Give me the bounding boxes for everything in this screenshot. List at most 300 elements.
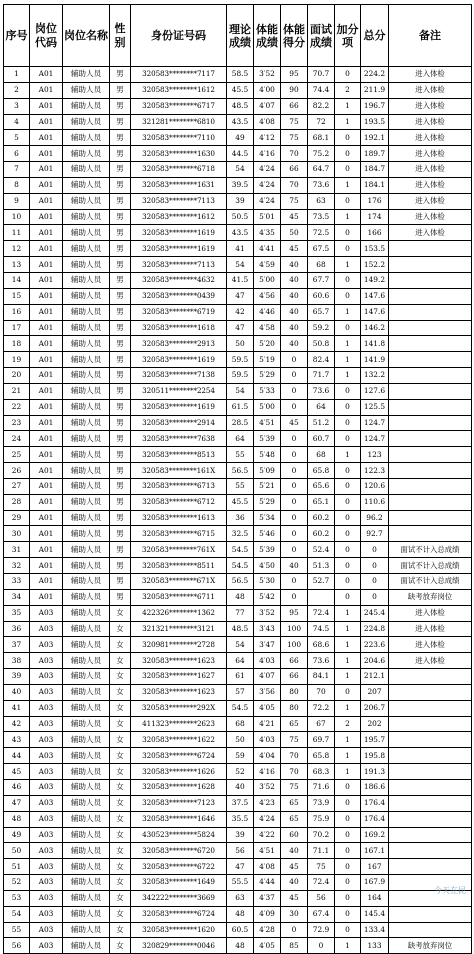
cell-remark: 进入体检 [389,98,472,114]
col-header-total: 总分 [361,5,389,67]
cell-seq: 46 [4,779,30,795]
cell-post-name: 辅助人员 [63,336,110,352]
cell-interview-score: 56 [308,890,335,906]
cell-gender: 男 [110,352,131,368]
cell-interview-score: 68.3 [308,764,335,780]
table-row [4,225,472,241]
col-header-remark: 备注 [389,5,472,67]
cell-theory-score: 39.5 [227,177,254,193]
cell-fitness-points: 40 [281,558,308,574]
cell-fitness-points: 95 [281,605,308,621]
cell-bonus: 0 [335,193,361,209]
table-row [4,684,472,700]
cell-remark [389,827,472,843]
cell-theory-score: 57 [227,684,254,700]
cell-bonus: 0 [335,162,361,178]
cell-remark [389,684,472,700]
cell-id-number: 320583********1628 [131,779,227,795]
cell-interview-score: 84.1 [308,669,335,685]
cell-theory-score: 54 [227,637,254,653]
cell-id-number: 320583********1619 [131,241,227,257]
cell-fitness-points: 60 [281,827,308,843]
cell-bonus: 0 [335,478,361,494]
cell-gender: 女 [110,811,131,827]
cell-fitness-result: 4′24 [254,162,281,178]
cell-post-code: A01 [30,352,63,368]
cell-total: 212.1 [361,669,389,685]
cell-remark: 进入体检 [389,225,472,241]
cell-seq: 40 [4,684,30,700]
cell-fitness-points: 40 [281,288,308,304]
cell-remark: 进入体检 [389,637,472,653]
cell-fitness-points: 0 [281,526,308,542]
cell-theory-score: 60.5 [227,922,254,938]
cell-interview-score: 72.4 [308,605,335,621]
cell-bonus: 1 [335,748,361,764]
cell-fitness-result: 4′23 [254,795,281,811]
cell-theory-score: 39 [227,193,254,209]
table-row [4,463,472,479]
cell-gender: 男 [110,431,131,447]
cell-fitness-points: 70 [281,748,308,764]
cell-gender: 女 [110,764,131,780]
cell-theory-score: 28.5 [227,415,254,431]
cell-fitness-result: 4′16 [254,146,281,162]
cell-seq: 5 [4,130,30,146]
cell-theory-score: 41 [227,241,254,257]
cell-post-name: 辅助人员 [63,130,110,146]
cell-post-name: 辅助人员 [63,716,110,732]
cell-total: 164 [361,890,389,906]
cell-bonus: 0 [335,906,361,922]
cell-id-number: 320583********6713 [131,478,227,494]
cell-gender: 女 [110,906,131,922]
cell-bonus: 1 [335,177,361,193]
table-row [4,906,472,922]
cell-bonus: 0 [335,431,361,447]
cell-post-code: A01 [30,336,63,352]
cell-total: 152.2 [361,257,389,273]
cell-post-code: A01 [30,162,63,178]
cell-interview-score: 74.5 [308,621,335,637]
cell-id-number: 320583********1623 [131,653,227,669]
cell-fitness-result: 4′22 [254,827,281,843]
table-body [4,67,472,954]
cell-theory-score: 43.5 [227,114,254,130]
cell-id-number: 320583********671X [131,574,227,590]
cell-id-number: 320583********6715 [131,526,227,542]
cell-seq: 2 [4,82,30,98]
table-row [4,938,472,954]
cell-id-number: 320583********1619 [131,225,227,241]
cell-gender: 女 [110,653,131,669]
cell-fitness-points: 100 [281,637,308,653]
cell-total: 124.7 [361,431,389,447]
cell-gender: 女 [110,700,131,716]
cell-bonus: 1 [335,114,361,130]
col-header-fitness-points: 体能得分 [281,5,308,67]
cell-post-name: 辅助人员 [63,764,110,780]
cell-fitness-points: 0 [281,542,308,558]
cell-gender: 男 [110,177,131,193]
cell-remark: 缺考放弃岗位 [389,938,472,954]
cell-bonus: 0 [335,811,361,827]
cell-fitness-result: 4′59 [254,257,281,273]
cell-interview-score: 71.7 [308,368,335,384]
cell-fitness-result: 5′21 [254,478,281,494]
cell-total: 124.7 [361,415,389,431]
cell-theory-score: 39 [227,827,254,843]
cell-id-number: 320583********1619 [131,352,227,368]
cell-bonus: 0 [335,574,361,590]
cell-id-number: 320583********6711 [131,589,227,605]
cell-fitness-result: 3′43 [254,621,281,637]
cell-post-name: 辅助人员 [63,320,110,336]
cell-post-name: 辅助人员 [63,431,110,447]
cell-theory-score: 41.5 [227,272,254,288]
cell-total: 123 [361,447,389,463]
cell-bonus: 0 [335,383,361,399]
cell-total: 141.9 [361,352,389,368]
cell-remark: 进入体检 [389,209,472,225]
cell-fitness-result: 5′00 [254,399,281,415]
cell-total: 133.4 [361,922,389,938]
cell-bonus: 0 [335,843,361,859]
cell-seq: 53 [4,890,30,906]
cell-seq: 43 [4,732,30,748]
cell-total: 0 [361,542,389,558]
cell-id-number: 320583********6717 [131,98,227,114]
cell-fitness-points: 70 [281,764,308,780]
cell-post-name: 辅助人员 [63,447,110,463]
cell-interview-score: 67 [308,716,335,732]
cell-fitness-points: 40 [281,272,308,288]
table-row [4,859,472,875]
cell-bonus: 1 [335,637,361,653]
cell-remark [389,288,472,304]
cell-remark [389,811,472,827]
cell-fitness-points: 30 [281,906,308,922]
cell-post-code: A03 [30,700,63,716]
cell-fitness-points: 75 [281,779,308,795]
table-row [4,82,472,98]
cell-interview-score: 63 [308,193,335,209]
cell-bonus: 1 [335,447,361,463]
cell-fitness-points: 0 [281,368,308,384]
cell-post-code: A03 [30,938,63,954]
cell-seq: 24 [4,431,30,447]
cell-interview-score: 60.2 [308,510,335,526]
cell-seq: 26 [4,463,30,479]
cell-total: 146.2 [361,320,389,336]
cell-post-name: 辅助人员 [63,589,110,605]
cell-post-code: A01 [30,589,63,605]
cell-id-number: 320583********1630 [131,146,227,162]
cell-seq: 1 [4,67,30,83]
cell-remark: 面试不计入总成绩 [389,574,472,590]
cell-post-name: 辅助人员 [63,684,110,700]
col-header-seq: 序号 [4,5,30,67]
cell-seq: 54 [4,906,30,922]
cell-post-code: A03 [30,859,63,875]
table-row [4,431,472,447]
cell-total: 147.6 [361,288,389,304]
cell-post-name: 辅助人员 [63,922,110,938]
cell-id-number: 320583********1631 [131,177,227,193]
cell-total: 141.8 [361,336,389,352]
cell-theory-score: 52 [227,764,254,780]
cell-fitness-points: 0 [281,494,308,510]
cell-seq: 48 [4,811,30,827]
cell-id-number: 320583********4632 [131,272,227,288]
cell-fitness-result: 5′09 [254,463,281,479]
cell-theory-score: 64 [227,431,254,447]
cell-post-name: 辅助人员 [63,257,110,273]
cell-fitness-points: 40 [281,320,308,336]
table-row [4,447,472,463]
cell-fitness-points: 40 [281,304,308,320]
cell-post-code: A01 [30,431,63,447]
cell-remark [389,859,472,875]
cell-bonus: 1 [335,653,361,669]
cell-fitness-result: 3′52 [254,605,281,621]
cell-theory-score: 45.5 [227,494,254,510]
cell-post-code: A01 [30,510,63,526]
cell-post-name: 辅助人员 [63,241,110,257]
cell-bonus: 0 [335,526,361,542]
cell-id-number: 320583********1623 [131,684,227,700]
cell-fitness-result: 5′29 [254,368,281,384]
cell-interview-score [308,589,335,605]
cell-seq: 18 [4,336,30,352]
cell-theory-score: 59.5 [227,352,254,368]
cell-remark: 进入体检 [389,177,472,193]
cell-interview-score: 60.7 [308,431,335,447]
cell-post-code: A03 [30,621,63,637]
cell-total: 193.5 [361,114,389,130]
cell-fitness-points: 0 [281,922,308,938]
cell-seq: 42 [4,716,30,732]
cell-post-code: A01 [30,193,63,209]
cell-post-name: 辅助人员 [63,399,110,415]
cell-fitness-result: 4′21 [254,716,281,732]
cell-post-code: A01 [30,288,63,304]
cell-id-number: 321321********3121 [131,621,227,637]
cell-id-number: 320583********6724 [131,748,227,764]
cell-theory-score: 47 [227,320,254,336]
cell-gender: 男 [110,494,131,510]
cell-fitness-points: 70 [281,146,308,162]
cell-post-code: A01 [30,447,63,463]
cell-seq: 3 [4,98,30,114]
cell-post-name: 辅助人员 [63,146,110,162]
cell-seq: 34 [4,589,30,605]
cell-gender: 男 [110,383,131,399]
cell-id-number: 320583********0439 [131,288,227,304]
cell-post-code: A01 [30,114,63,130]
cell-gender: 男 [110,272,131,288]
cell-fitness-points: 0 [281,574,308,590]
cell-fitness-result: 4′37 [254,890,281,906]
cell-seq: 38 [4,653,30,669]
cell-post-code: A03 [30,605,63,621]
col-header-id-number: 身份证号码 [131,5,227,67]
cell-gender: 男 [110,542,131,558]
cell-remark: 面试不计入总成绩 [389,558,472,574]
cell-post-code: A01 [30,478,63,494]
cell-post-code: A03 [30,764,63,780]
cell-post-name: 辅助人员 [63,906,110,922]
cell-bonus: 0 [335,542,361,558]
cell-gender: 男 [110,320,131,336]
cell-id-number: 320583********1622 [131,732,227,748]
cell-post-name: 辅助人员 [63,700,110,716]
cell-theory-score: 50 [227,336,254,352]
cell-fitness-result: 4′05 [254,938,281,954]
cell-post-name: 辅助人员 [63,779,110,795]
cell-post-code: A03 [30,779,63,795]
cell-fitness-points: 75 [281,732,308,748]
cell-gender: 男 [110,526,131,542]
cell-gender: 男 [110,447,131,463]
cell-bonus: 1 [335,368,361,384]
cell-post-name: 辅助人员 [63,621,110,637]
cell-fitness-points: 0 [281,399,308,415]
cell-bonus: 0 [335,146,361,162]
cell-interview-score: 67.7 [308,272,335,288]
table-row [4,795,472,811]
cell-total: 195.7 [361,732,389,748]
watermark: 今天在昆 [434,886,466,895]
table-row [4,494,472,510]
cell-fitness-points: 75 [281,193,308,209]
cell-interview-score: 73.6 [308,383,335,399]
cell-seq: 32 [4,558,30,574]
cell-gender: 男 [110,510,131,526]
cell-interview-score: 65.6 [308,478,335,494]
cell-post-name: 辅助人员 [63,827,110,843]
cell-theory-score: 50 [227,732,254,748]
table-row [4,130,472,146]
cell-interview-score: 65.8 [308,748,335,764]
cell-post-name: 辅助人员 [63,82,110,98]
cell-gender: 男 [110,98,131,114]
table-row [4,558,472,574]
cell-post-name: 辅助人员 [63,177,110,193]
cell-fitness-result: 4′07 [254,98,281,114]
cell-bonus: 0 [335,684,361,700]
table-row [4,98,472,114]
cell-fitness-result: 4′12 [254,130,281,146]
cell-theory-score: 49 [227,130,254,146]
cell-theory-score: 54 [227,257,254,273]
cell-post-name: 辅助人员 [63,193,110,209]
cell-total: 145.4 [361,906,389,922]
cell-fitness-result: 4′56 [254,288,281,304]
cell-fitness-points: 65 [281,811,308,827]
cell-theory-score: 48.5 [227,98,254,114]
cell-fitness-points: 70 [281,177,308,193]
table-row [4,209,472,225]
cell-post-name: 辅助人员 [63,732,110,748]
cell-bonus: 0 [335,272,361,288]
cell-interview-score: 67.5 [308,241,335,257]
cell-post-code: A03 [30,922,63,938]
cell-gender: 男 [110,558,131,574]
cell-seq: 11 [4,225,30,241]
cell-remark [389,478,472,494]
cell-post-code: A01 [30,209,63,225]
cell-seq: 7 [4,162,30,178]
cell-fitness-result: 3′52 [254,779,281,795]
cell-seq: 15 [4,288,30,304]
cell-theory-score: 56 [227,843,254,859]
table-row [4,574,472,590]
cell-bonus: 0 [335,225,361,241]
cell-theory-score: 42 [227,304,254,320]
cell-id-number: 320583********7113 [131,193,227,209]
cell-gender: 女 [110,827,131,843]
cell-fitness-points: 66 [281,98,308,114]
cell-post-code: A01 [30,257,63,273]
cell-id-number: 411323********2623 [131,716,227,732]
cell-fitness-points: 45 [281,209,308,225]
cell-fitness-points: 45 [281,859,308,875]
cell-post-name: 辅助人员 [63,67,110,83]
cell-post-name: 辅助人员 [63,225,110,241]
col-header-fitness-result: 体能成绩 [254,5,281,67]
table-row [4,383,472,399]
cell-post-code: A01 [30,463,63,479]
cell-bonus: 0 [335,589,361,605]
cell-total: 125.5 [361,399,389,415]
cell-seq: 23 [4,415,30,431]
header-row [4,5,472,67]
table-row [4,114,472,130]
cell-seq: 27 [4,478,30,494]
cell-remark [389,764,472,780]
cell-bonus: 2 [335,716,361,732]
cell-fitness-result: 3′56 [254,684,281,700]
cell-post-name: 辅助人员 [63,542,110,558]
cell-remark [389,272,472,288]
cell-fitness-points: 75 [281,130,308,146]
cell-remark [389,795,472,811]
table-row [4,653,472,669]
cell-fitness-result: 4′09 [254,906,281,922]
cell-id-number: 320583********1620 [131,922,227,938]
cell-seq: 45 [4,764,30,780]
cell-post-code: A01 [30,320,63,336]
cell-seq: 35 [4,605,30,621]
cell-remark [389,336,472,352]
cell-gender: 男 [110,463,131,479]
cell-total: 202 [361,716,389,732]
cell-gender: 男 [110,304,131,320]
cell-fitness-points: 80 [281,684,308,700]
cell-bonus: 0 [335,795,361,811]
cell-theory-score: 36 [227,510,254,526]
cell-fitness-result: 4′24 [254,193,281,209]
cell-interview-score: 73.6 [308,653,335,669]
cell-remark [389,700,472,716]
cell-interview-score: 64.7 [308,162,335,178]
cell-interview-score: 64 [308,399,335,415]
cell-gender: 女 [110,875,131,891]
cell-interview-score: 82.4 [308,352,335,368]
cell-post-name: 辅助人员 [63,368,110,384]
cell-remark [389,732,472,748]
